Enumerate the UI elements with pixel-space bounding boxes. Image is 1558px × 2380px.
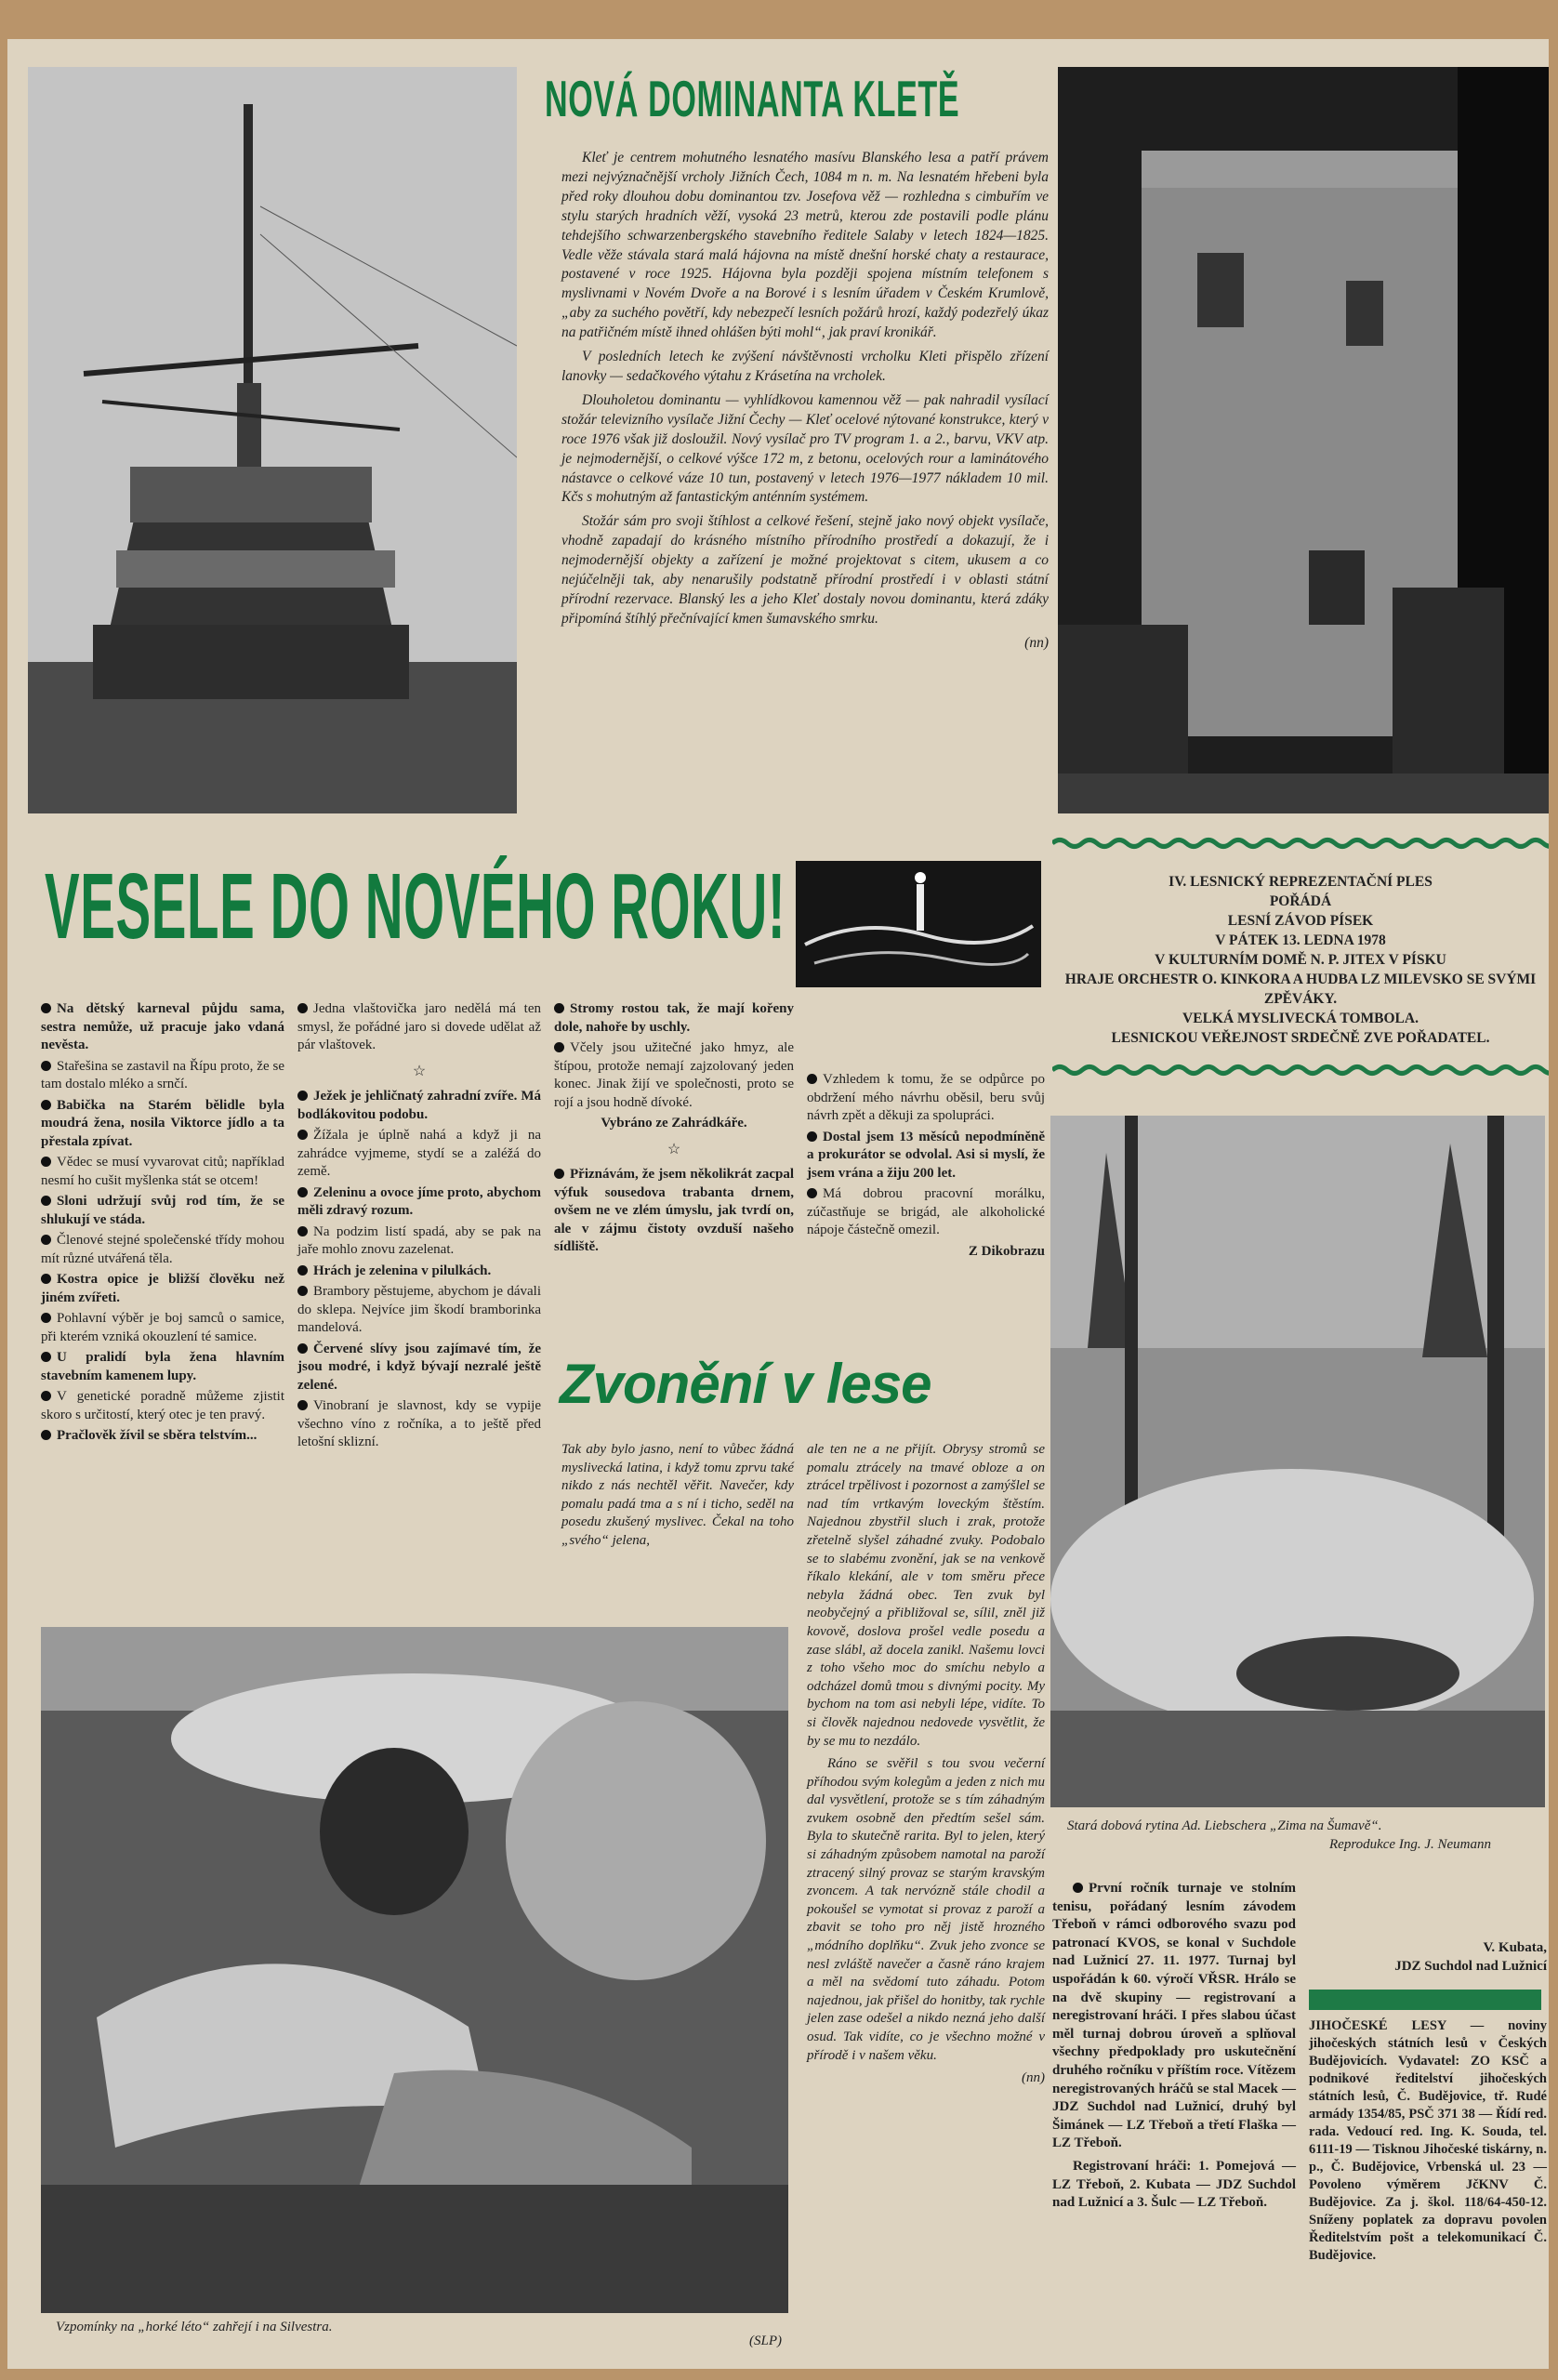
engraving-caption: Stará dobová rytina Ad. Liebschera „Zima na Šumavě“.	[1067, 1818, 1382, 1833]
table-tennis-results: Registrovaní hráči: 1. Pomejová — LZ Třeboň, 2. Kubata — JDZ Suchdol nad Lužnicí a 3. Šulc — LZ Třeboň.	[1052, 2158, 1296, 2211]
newspaper-page	[7, 39, 1549, 2369]
joke-item	[297, 1223, 541, 1260]
ad-line: LESNÍ ZÁVOD PÍSEK	[1227, 913, 1374, 929]
joke-item	[807, 1243, 1045, 1262]
bullet-icon	[41, 1391, 51, 1401]
joke-text: Sloni udržují svůj rod tím, že se shlukují ve stáda.	[41, 1194, 284, 1227]
jokes-column-4	[807, 1071, 1045, 1263]
joke-text: Žížala je úplně nahá a když ji na zahrádce vyjmeme, stydí se a zaléžá do země.	[297, 1128, 541, 1179]
summer-photo	[41, 1627, 788, 2313]
ad-line: HRAJE ORCHESTR O. KINKORA A HUDBA LZ MILEVSKO SE SVÝMI ZPĚVÁKY.	[1064, 972, 1537, 1007]
stone-tower-graphic	[1058, 67, 1549, 813]
table-tennis-signature	[1309, 1939, 1547, 1976]
joke-item	[41, 1349, 284, 1385]
summer-photo-graphic	[41, 1627, 788, 2313]
bullet-icon	[41, 1352, 51, 1362]
tv-tower-photo	[28, 67, 517, 813]
joke-item	[297, 1127, 541, 1182]
imprint: JIHOČESKÉ LESY — noviny jihočeských státních lesů v Českých Budějovicích. Vydavatel: ZO KSČ a podnikové ředitelství jihočeských státních lesů, Č. Budějovice, tř. Rudé armády 1354/85, PSČ 371 38 — Řídí red. rada. Vedoucí red. Ing. K. Souda, tel. 6111-19 — Tisknou Jihočeské tiskárny, n. p., Č. Budějovice, Vrbenská ul. 23 — Povoleno výměrem JčKNV Č. Budějovice. Za j. škol. 118/64-450-12. Sníženy poplatek za dopravu povolen Ředitelstvím pošt a telekomunikací Č. Budějovice.	[1309, 2018, 1547, 2263]
article1-paragraph: Dlouholetou dominantu — vyhlídkovou kamennou věž — pak nahradil vysílací stožár televizního vysílače Jižní Čechy — Kleť ocelové nýtované konstrukce, který v roce 1976 však již dosloužil. Nový vysílač pro TV program 1. a 2., barvu, VKV atp. je nejmodernější, o celkové výšce 172 m, z betonu, ocelových rour a laminátového nástavce o celkové váze 10 tun, postavený v letech 1976—1977 nákladem 10 mil. Kčs s mohutným až fantastickým anténním systémem.	[561, 391, 1049, 506]
joke-item	[554, 1166, 794, 1257]
joke-item	[41, 1310, 284, 1346]
bullet-icon	[41, 1061, 51, 1071]
joke-item	[807, 1185, 1045, 1240]
article3-title: Zvonění v lese	[560, 1353, 931, 1415]
joke-text: Zeleninu a ovoce jíme proto, abychom měli zdravý rozum.	[297, 1184, 541, 1218]
article2-title: VESELE DO NOVÉHO ROKU!	[45, 854, 786, 959]
ad-line: V KULTURNÍM DOMĚ N. P. JITEX V PÍSKU	[1155, 952, 1446, 968]
joke-text: Včely jsou užitečné jako hmyz, ale štípou, protože nemají zajzolovaný jeden konec. Jinak žijí ve společnosti, proto se rojí a jsou hodně dívoké.	[554, 1040, 794, 1110]
joke-item	[41, 1097, 284, 1152]
joke-item	[297, 1184, 541, 1221]
joke-text: Ježek je jehličnatý zahradní zvíře. Má bodlákovitou podobu.	[297, 1089, 541, 1122]
joke-item	[297, 1397, 541, 1452]
stone-tower-photo	[1058, 67, 1549, 813]
joke-text: Stařešina se zastavil na Řípu proto, že se tam dostalo mléko a srnčí.	[41, 1058, 284, 1091]
jokes-column-3	[554, 1000, 794, 1260]
bullet-icon	[807, 1188, 817, 1198]
joke-item	[297, 1263, 541, 1281]
joke-text: Pračlověk žívil se sběra telstvím...	[57, 1428, 257, 1443]
joke-text: U pralidí byla žena hlavním stavebním kamenem lupy.	[41, 1350, 284, 1383]
bullet-icon	[41, 1100, 51, 1110]
joke-text: Stromy rostou tak, že mají kořeny dole, nahoře by uschly.	[554, 1001, 794, 1035]
joke-item	[297, 1283, 541, 1338]
bullet-icon	[1073, 1883, 1083, 1893]
joke-text: Na dětský karneval půjdu sama, sestra nemůže, už pracuje jako vdaná nevěsta.	[41, 1001, 284, 1052]
joke-item	[807, 1071, 1045, 1126]
article1-paragraph: Kleť je centrem mohutného lesnatého masívu Blanského lesa a patří právem mezi nejvýznačnější vrcholy Jižních Čech, 1084 m n. m. Na lesnatém hřebeni byla před roky dlouhou dobu dominantou tzv. Josefova věž — rozhledna s cimbuřím ve stylu starých hradních věží, vysoká 23 metrů, kterou zde postavili podle plánu tehdejšího schwarzenbergského stavebního ředitele Salaby v letech 1824—1825. Vedle věže stávala stará malá hájovna na místě dnešní horské chaty a restaurace, postavené v roce 1925. Hájovna byla později spojena místním telefonem s myslivnami v Novém Dvoře a na Borové i s lesním úřadem v Českém Krumlově, „aby za suchého povětří, kdy nebezpečí lesních požárů hrozí, každý podezřelý úkaz na patřičném místě ihned ohlášen býti mohl“, jak praví kronikář.	[561, 150, 1049, 341]
joke-item	[41, 1271, 284, 1307]
joke-item	[41, 1193, 284, 1229]
ad-wave-bottom	[1052, 1064, 1549, 1077]
joke-text: Vzhledem k tomu, že se odpůrce po obdržení mého návrhu oběsil, beru svůj návrh zpět a děkuji za spolupráci.	[807, 1072, 1045, 1123]
joke-text: Vybráno ze Zahrádkáře.	[601, 1116, 747, 1130]
article1-title: NOVÁ DOMINANTA KLETĚ	[545, 70, 960, 127]
article1-body	[561, 149, 1049, 654]
article3-signature: (nn)	[1022, 2070, 1045, 2086]
ad-line: V PÁTEK 13. LEDNA 1978	[1215, 932, 1386, 948]
article3-left-column: Tak aby bylo jasno, není to vůbec žádná myslivecká latina, i když tomu zprvu také nikdo z nás nechtěl věřit. Navečer, kdy pomalu padá tma a s ní i ticho, seděl na posedu zkušený myslivec. Čekal na toho „svého“ jelena,	[561, 1442, 794, 1548]
joke-text: Přiznávám, že jsem několikrát zacpal výfuk sousedova trabanta drnem, ovšem ne ve zlém úmyslu, jak tvrdí on, ale v zájmu čistoty ovzduší našeho sídliště.	[554, 1167, 794, 1254]
joke-text: Členové stejné společenské třídy mohou mít různé utvářená těla.	[41, 1233, 284, 1266]
joke-text: Na podzim listí spadá, aby se pak na jaře mohlo znovu zazelenat.	[297, 1223, 541, 1257]
signature-name: V. Kubata,	[1483, 1940, 1547, 1955]
joke-item	[41, 1058, 284, 1094]
winter-engraving-image	[1050, 1116, 1545, 1807]
joke-text: Hrách je zelenina v pilulkách.	[313, 1263, 492, 1278]
bullet-icon	[297, 1130, 308, 1140]
article3-paragraph: ale ten ne a ne přijít. Obrysy stromů se pomalu ztrácely na tmavé obloze a on ztrácel trpělivost i pozornost a zamýšlel se nad tím vrtkavým loveckým štěstím. Najednou zbystřil sluch i zrak, protože zřetelně slyšel záhadné zvuky. Podobalo se to slabému zvonění, jak se na venkově říkalo klekání, ale v tom směru přece nebyla žádná obec. Ten zvuk byl neobyčejný a přibližoval se, sílil, zněl již kovově, doslova prošel vedle posedu a zase slábl, až docela zanikl. Našemu lovci z toho všeho moc do smíchu nebylo a odcházel domů tmou s divnými pocity. My bychom na tom asi nebyli lépe, vidíte. To si člověk najednou nedovede vysvětlit, že by se mu to nezdálo.	[807, 1442, 1045, 1749]
bullet-icon	[41, 1196, 51, 1206]
star-separator-icon: ☆	[667, 1141, 681, 1157]
bullet-icon	[297, 1187, 308, 1197]
joke-text: Jedna vlaštovička jaro nedělá má ten smysl, že pořádné jaro si dovede udělat až pár vlaštovek.	[297, 1001, 541, 1052]
joke-item	[297, 1088, 541, 1124]
ad-line: VELKÁ MYSLIVECKÁ TOMBOLA.	[1182, 1011, 1419, 1026]
joke-item	[297, 1341, 541, 1395]
jokes-column-1	[41, 1000, 284, 1448]
joke-item	[297, 1000, 541, 1055]
bullet-icon	[807, 1074, 817, 1084]
joke-text: Brambory pěstujeme, abychom je dávali do sklepa. Nejvíce jim škodí bramborinka mandelová.	[297, 1284, 541, 1335]
joke-item	[807, 1129, 1045, 1183]
bullet-icon	[41, 1430, 51, 1440]
table-tennis-text: První ročník turnaje ve stolním tenisu, pořádaný lesním závodem Třeboň v rámci odborového svazu pod patronací KVOS, se konal v Suchdole nad Lužnicí 27. 11. 1977. Turnaj byl uspořádán k 60. výročí VŘSR. Hrálo se na dvě skupiny — registrovaní a neregistrovaní hráči. I přes slabou účast měl turnaj dobrou úroveň a splňoval všechny předpoklady pro uskutečnění druhého ročníku v příštím roce. Vítězem neregistrovaných hráčů se stal Macek — JDZ Suchdol nad Lužnicí, druhý byl Šimánek — LZ Třeboň a třetí Flaška — LZ Třeboň.	[1052, 1881, 1296, 2151]
joke-text: Vinobraní je slavnost, kdy se vypije všechno víno z ročníka, a to ještě před letošní sklizní.	[297, 1398, 541, 1449]
christmas-decoration-image	[796, 861, 1041, 987]
imprint-divider	[1309, 1990, 1541, 2010]
article1-paragraph: V posledních letech ke zvýšení návštěvnosti vrcholku Kleti přispělo zřízení lanovky — sedačkového výtahu z Krásetína na vrcholek.	[561, 349, 1049, 384]
tv-tower-graphic	[28, 67, 517, 813]
article1-signature: (nn)	[1024, 634, 1049, 651]
joke-text: V genetické poradně můžeme zjistit skoro s určitostí, který otec je ten pravý.	[41, 1389, 284, 1422]
jokes-column-2	[297, 1000, 541, 1455]
joke-item	[554, 1000, 794, 1037]
joke-text: Červené slívy jsou zajímavé tím, že jsou modré, i když bývají nezralé ještě zelené.	[297, 1341, 541, 1393]
table-tennis-paragraph	[1052, 1880, 1296, 2153]
joke-item	[554, 1115, 794, 1133]
bullet-icon	[297, 1400, 308, 1410]
article3-paragraph: Ráno se svěřil s tou svou večerní příhodou svým kolegům a jeden z nich mu dal vysvětlení, protože se s tím záhadným zvukem osobně den předtím sešel sám. Byla to skutečně rarita. Byl to jelen, který si záhadným způsobem namotal na paroží ztracený silný provaz se starým kravským zvoncem. A tak nervózně stále chodil a pokoušel se vymotat si provaz z paroží a zbavit se toho pro něj jistě hrozného „módního doplňku“. Zvuk jeho zvonce se nesl zvláště navečer a časně ráno krajem a měl na svědomí tuto záhadu. Potom najednou, jak přišel do honitby, tak rychle jelen zase odešel a nikdo nezná jeho další osud. Tak vidíte, co je všechno možné v přírodě i v našem věku.	[807, 1756, 1045, 2063]
bullet-icon	[297, 1003, 308, 1013]
joke-text: Z Dikobrazu	[968, 1243, 1045, 1259]
joke-item	[554, 1039, 794, 1112]
ad-line: IV. LESNICKÝ REPREZENTAČNÍ PLES	[1168, 874, 1433, 890]
ball-advertisement	[1052, 872, 1549, 1048]
bullet-icon	[807, 1131, 817, 1142]
bullet-icon	[297, 1226, 308, 1236]
bullet-icon	[554, 1042, 564, 1052]
bullet-icon	[297, 1286, 308, 1296]
joke-item	[41, 1427, 284, 1446]
joke-text: Kostra opice je bližší člověku než jiném zvířeti.	[41, 1272, 284, 1305]
ad-line: LESNICKOU VEŘEJNOST SRDEČNĚ ZVE POŘADATEL.	[1111, 1030, 1490, 1046]
joke-item	[41, 1000, 284, 1055]
star-separator-icon: ☆	[412, 1063, 427, 1079]
table-tennis-article	[1052, 1880, 1296, 2217]
joke-text: Má dobrou pracovní morálku, zúčastňuje se brigád, ale alkoholické nápoje částečně omezil.	[807, 1186, 1045, 1237]
bullet-icon	[297, 1343, 308, 1354]
article1-paragraph: Stožár sám pro svoji štíhlost a celkové řešení, stejně jako nový objekt vysílače, vhodně zapadají do krásného místního přírodního prostředí a dokazují, že i nejmodernější objekty a zařízení je možné projektovat s citem, ukusem a co nejúčelněji tak, aby nenarušily podstatně přírodní prostředí i v oblasti státní přírodní rezervace. Blanský les a jeho Kleť dostaly novou dominantu, která zdáky připomíná štíhlý přečnívající kmen šumavského smrku.	[561, 513, 1049, 627]
engraving-credit: Reprodukce Ing. J. Neumann	[1329, 1837, 1491, 1852]
signature-org: JDZ Suchdol nad Lužnicí	[1394, 1958, 1547, 1974]
bullet-icon	[41, 1235, 51, 1245]
article3-right-column	[807, 1441, 1045, 2088]
bullet-icon	[41, 1003, 51, 1013]
summer-photo-credit: (SLP)	[749, 2334, 782, 2348]
joke-text: Vědec se musí vyvarovat citů; například nesmí ho cušit myšlenka stát se otcem!	[41, 1155, 284, 1188]
ad-wave-top	[1052, 837, 1549, 850]
joke-item	[41, 1154, 284, 1190]
bullet-icon	[554, 1169, 564, 1179]
summer-photo-caption: Vzpomínky na „horké léto“ zahřejí i na Silvestra.	[56, 2320, 333, 2334]
ad-line: POŘÁDÁ	[1269, 893, 1332, 909]
christmas-branch-graphic	[796, 861, 1041, 987]
joke-text: Pohlavní výběr je boj samců o samice, při kterém vzniká okouzlení té samice.	[41, 1311, 284, 1344]
bullet-icon	[41, 1274, 51, 1284]
joke-item	[41, 1232, 284, 1268]
bullet-icon	[41, 1313, 51, 1323]
engraving-graphic	[1050, 1116, 1545, 1807]
bullet-icon	[554, 1003, 564, 1013]
joke-text: Babička na Starém bělidle byla moudrá žena, nosila Viktorce jídlo a ta přestala zpívat.	[41, 1097, 284, 1149]
bullet-icon	[297, 1265, 308, 1276]
bullet-icon	[297, 1091, 308, 1101]
joke-item	[41, 1388, 284, 1424]
bullet-icon	[41, 1157, 51, 1167]
joke-text: Dostal jsem 13 měsíců nepodmíněně a prokurátor se odvolal. Asi si myslí, že jsem vrána a žiju 200 let.	[807, 1129, 1045, 1181]
